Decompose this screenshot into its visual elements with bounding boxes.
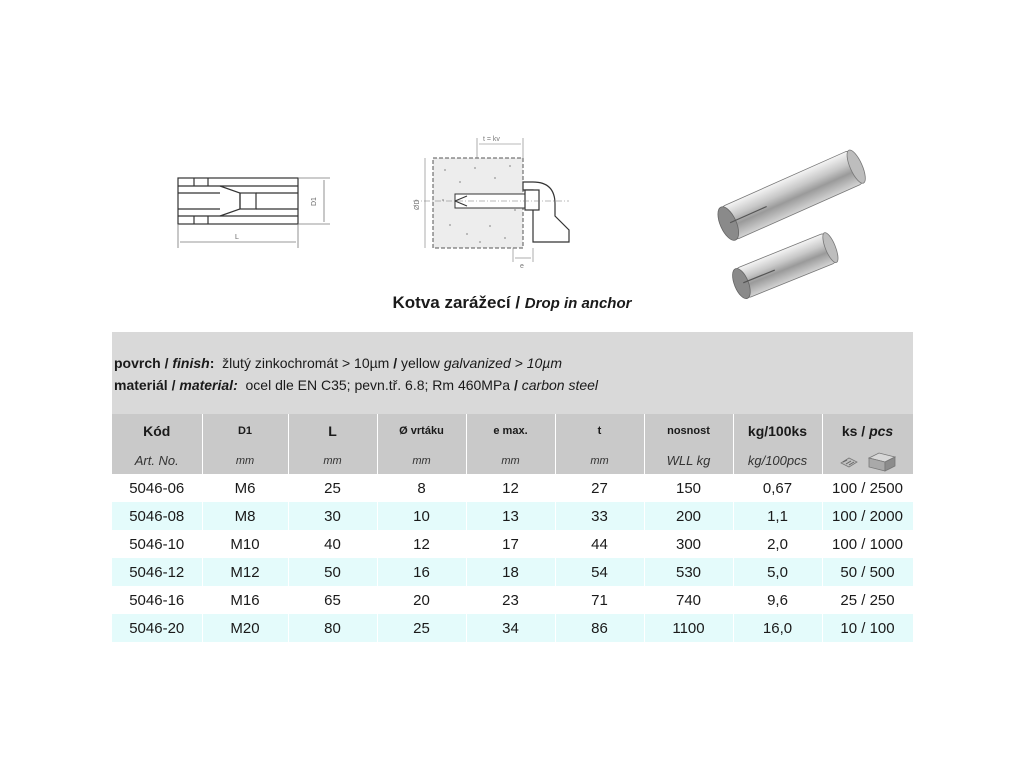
cell-weight: 1,1 bbox=[733, 502, 822, 530]
table-row bbox=[112, 586, 913, 614]
subheader-art-no: Art. No. bbox=[112, 447, 202, 474]
cell-emax: 17 bbox=[466, 530, 555, 558]
cell-pcs: 25 / 250 bbox=[822, 586, 913, 614]
cell-l: 25 bbox=[288, 474, 377, 502]
cell-emax: 12 bbox=[466, 474, 555, 502]
cell-drill: 12 bbox=[377, 530, 466, 558]
cell-code: 5046-06 bbox=[112, 474, 202, 502]
dimension-t-label: t = kv bbox=[483, 136, 500, 143]
col-header-d1: D1 bbox=[202, 414, 288, 447]
col-header-l: L bbox=[288, 414, 377, 447]
cell-emax: 18 bbox=[466, 558, 555, 586]
subheader-unit: mm bbox=[466, 447, 555, 474]
dimension-e-label: e bbox=[520, 263, 524, 270]
subheader-unit: mm bbox=[377, 447, 466, 474]
cell-d1: M16 bbox=[202, 586, 288, 614]
material-line bbox=[114, 377, 598, 393]
col-header-pcs bbox=[822, 414, 913, 447]
cell-weight: 16,0 bbox=[733, 614, 822, 642]
material-sep: / bbox=[510, 377, 522, 393]
cell-l: 80 bbox=[288, 614, 377, 642]
col-header-pcs-cz: ks / bbox=[841, 422, 870, 439]
cell-weight: 5,0 bbox=[733, 558, 822, 586]
cell-drill: 8 bbox=[377, 474, 466, 502]
table-row bbox=[112, 558, 913, 586]
finish-label: povrch / bbox=[114, 355, 173, 371]
col-header-emax: e max. bbox=[466, 414, 555, 447]
subheader-weight: kg/100pcs bbox=[733, 447, 822, 474]
cell-emax: 34 bbox=[466, 614, 555, 642]
cell-t: 86 bbox=[555, 614, 644, 642]
cell-drill: 20 bbox=[377, 586, 466, 614]
subheader-unit: mm bbox=[202, 447, 288, 474]
finish-line bbox=[114, 355, 562, 371]
cell-load: 530 bbox=[644, 558, 733, 586]
cell-t: 54 bbox=[555, 558, 644, 586]
col-header-weight: kg/100ks bbox=[733, 414, 822, 447]
cell-emax: 23 bbox=[466, 586, 555, 614]
product-table bbox=[112, 414, 914, 642]
cell-drill: 10 bbox=[377, 502, 466, 530]
cell-weight: 2,0 bbox=[733, 530, 822, 558]
cell-pcs: 100 / 2500 bbox=[822, 474, 913, 502]
cell-l: 40 bbox=[288, 530, 377, 558]
dimension-d1-label: D1 bbox=[311, 197, 318, 206]
title-en: Drop in anchor bbox=[524, 295, 632, 312]
cell-pcs: 100 / 1000 bbox=[822, 530, 913, 558]
page-title bbox=[0, 293, 1024, 313]
finish-value-en: galvanized > 10µm bbox=[443, 355, 563, 371]
cell-d1: M10 bbox=[202, 530, 288, 558]
cell-weight: 0,67 bbox=[733, 474, 822, 502]
anchor-section-drawing bbox=[160, 160, 340, 260]
cell-l: 30 bbox=[288, 502, 377, 530]
cell-weight: 9,6 bbox=[733, 586, 822, 614]
cell-d1: M8 bbox=[202, 502, 288, 530]
finish-label-en: finish bbox=[172, 355, 210, 371]
material-label-en: material: bbox=[179, 377, 238, 393]
table-row bbox=[112, 530, 913, 558]
spec-panel bbox=[112, 332, 913, 414]
table-row bbox=[112, 474, 913, 502]
cell-d1: M6 bbox=[202, 474, 288, 502]
cell-code: 5046-08 bbox=[112, 502, 202, 530]
col-header-t: t bbox=[555, 414, 644, 447]
table-row bbox=[112, 614, 913, 642]
col-header-pcs-en: pcs bbox=[869, 422, 894, 439]
col-header-load: nosnost bbox=[644, 414, 733, 447]
cell-code: 5046-20 bbox=[112, 614, 202, 642]
subheader-row bbox=[112, 447, 913, 474]
cell-emax: 13 bbox=[466, 502, 555, 530]
material-value-en: carbon steel bbox=[521, 377, 599, 393]
material-value-cz: ocel dle EN C35; pevn.tř. 6.8; Rm 460MPa bbox=[245, 377, 511, 393]
subheader-wll: WLL kg bbox=[644, 447, 733, 474]
subheader-unit: mm bbox=[555, 447, 644, 474]
cell-t: 44 bbox=[555, 530, 644, 558]
cell-code: 5046-16 bbox=[112, 586, 202, 614]
anchor-installation-drawing bbox=[405, 130, 575, 270]
cell-code: 5046-12 bbox=[112, 558, 202, 586]
cell-t: 33 bbox=[555, 502, 644, 530]
anchor-product-photo bbox=[700, 140, 880, 300]
title-cz: Kotva zarážecí / bbox=[392, 293, 525, 312]
cell-pcs: 100 / 2000 bbox=[822, 502, 913, 530]
col-header-drill: Ø vrtáku bbox=[377, 414, 466, 447]
finish-value-cz: žlutý zinkochromát > 10µm bbox=[222, 355, 390, 371]
material-label: materiál / bbox=[114, 377, 180, 393]
cell-load: 740 bbox=[644, 586, 733, 614]
cell-load: 1100 bbox=[644, 614, 733, 642]
carton-box-icon bbox=[867, 450, 897, 472]
cell-code: 5046-10 bbox=[112, 530, 202, 558]
cell-pcs: 50 / 500 bbox=[822, 558, 913, 586]
table-row bbox=[112, 502, 913, 530]
header-row bbox=[112, 414, 913, 447]
cell-load: 300 bbox=[644, 530, 733, 558]
cell-pcs: 10 / 100 bbox=[822, 614, 913, 642]
cell-d1: M20 bbox=[202, 614, 288, 642]
cell-l: 50 bbox=[288, 558, 377, 586]
cell-drill: 16 bbox=[377, 558, 466, 586]
finish-value-en-plain: yellow bbox=[401, 355, 444, 371]
finish-colon: : bbox=[209, 355, 215, 371]
dimension-l-label: L bbox=[235, 234, 239, 241]
dimension-depth-label: ØD bbox=[414, 199, 421, 210]
cell-l: 65 bbox=[288, 586, 377, 614]
cell-load: 200 bbox=[644, 502, 733, 530]
cell-d1: M12 bbox=[202, 558, 288, 586]
cell-t: 71 bbox=[555, 586, 644, 614]
subheader-unit: mm bbox=[288, 447, 377, 474]
subheader-pcs-icons bbox=[822, 447, 913, 474]
small-pack-icon bbox=[839, 453, 859, 469]
cell-load: 150 bbox=[644, 474, 733, 502]
cell-t: 27 bbox=[555, 474, 644, 502]
cell-drill: 25 bbox=[377, 614, 466, 642]
finish-sep: / bbox=[389, 355, 402, 371]
col-header-code: Kód bbox=[112, 414, 202, 447]
